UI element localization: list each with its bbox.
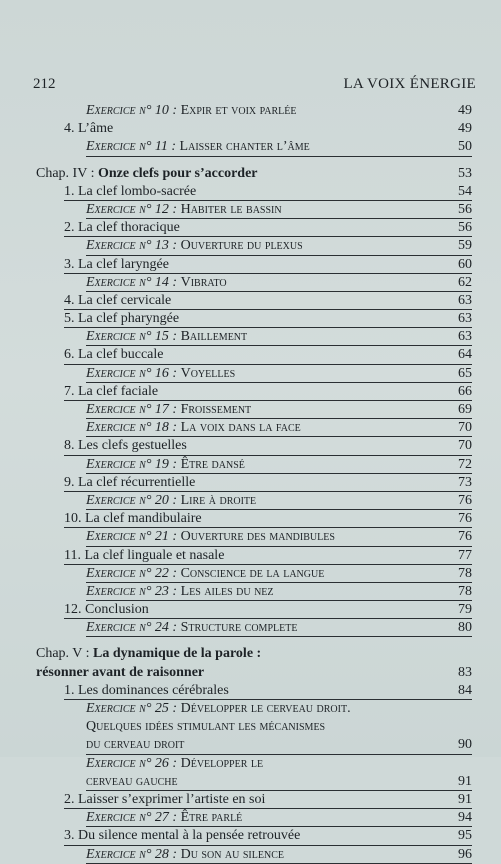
chapter-prefix: Chap. V : [36, 646, 94, 662]
exercise-text [86, 755, 263, 773]
chapter-text [36, 645, 261, 663]
exercise-text [86, 846, 284, 864]
toc-exercise-entry [0, 419, 501, 437]
toc-exercise-entry [0, 138, 501, 156]
exercise-label: Exercice n° 27 : [86, 810, 178, 826]
section-title: 12. Conclusion [64, 602, 149, 618]
toc-page-number: 50 [458, 139, 472, 155]
toc-page-number: 77 [458, 547, 472, 563]
exercise-title: Lire à droite [180, 492, 257, 508]
exercise-label: Exercice n° 11 : [86, 139, 177, 155]
exercise-label: Exercice n° 24 : [86, 620, 178, 636]
exercise-title: Froissement [180, 402, 252, 417]
exercise-text [86, 583, 274, 601]
exercise-title: Baillement [180, 329, 248, 345]
section-title: 10. La clef mandibulaire [64, 511, 202, 527]
exercise-text [86, 809, 242, 827]
toc-section-entry [0, 791, 501, 809]
toc-page-number: 49 [458, 103, 472, 118]
exercise-title: Développer le cerveau droit. [180, 701, 351, 716]
exercise-text [86, 565, 324, 583]
exercise-text [86, 328, 247, 346]
toc-page-number: 65 [458, 365, 472, 381]
exercise-label: Exercice n° 13 : [86, 238, 178, 254]
toc-section-entry [0, 256, 501, 274]
exercise-title: Expir et voix parlée [180, 103, 297, 118]
exercise-title-continuation: Quelques idées stimulant les mécanismes [86, 719, 326, 735]
exercise-text [86, 401, 251, 419]
section-title: 9. La clef récurrentielle [64, 474, 196, 490]
exercise-label: Exercice n° 23 : [86, 583, 178, 599]
exercise-text [86, 419, 301, 437]
exercise-label: Exercice n° 28 : [86, 846, 178, 862]
toc-section-entry [0, 383, 501, 401]
page-header [33, 76, 476, 96]
section-title: 11. La clef linguale et nasale [64, 547, 225, 563]
section-title: 8. Les clefs gestuelles [64, 438, 187, 454]
toc-exercise-entry [0, 456, 501, 474]
table-of-contents [0, 102, 501, 864]
toc-page-number: 59 [458, 238, 472, 254]
toc-exercise-entry [0, 201, 501, 219]
toc-page-number: 94 [458, 810, 472, 826]
toc-page-number: 54 [458, 183, 472, 199]
exercise-text [86, 237, 303, 255]
toc-page-number: 78 [458, 565, 472, 581]
toc-page-number: 72 [458, 456, 472, 472]
toc-page-number: 95 [458, 828, 472, 844]
exercise-label: Exercice n° 21 : [86, 529, 178, 545]
exercise-label: Exercice n° 12 : [86, 201, 178, 217]
section-title: 4. L’âme [64, 121, 114, 137]
chapter-text [36, 165, 258, 183]
toc-page-number: 63 [458, 311, 472, 327]
section-title: 3. Du silence mental à la pensée retrouvée [64, 828, 301, 844]
exercise-label: Exercice n° 14 : [86, 274, 178, 290]
section-title: 1. Les dominances cérébrales [64, 682, 229, 698]
exercise-title: Laisser chanter l’âme [179, 139, 310, 155]
toc-chapter-entry [0, 645, 501, 663]
section-title: 5. La clef pharyngée [64, 311, 180, 327]
exercise-label: Exercice n° 15 : [86, 329, 178, 345]
chapter-title: Onze clefs pour s’accorder [97, 165, 258, 181]
toc-entry-continuation [0, 718, 501, 736]
chapter-prefix: Chap. IV : [36, 165, 98, 181]
exercise-text [86, 201, 282, 219]
toc-chapter-entry [0, 664, 501, 682]
toc-section-entry [0, 827, 501, 845]
exercise-label: Exercice n° 25 : [86, 701, 178, 716]
exercise-title: Ouverture du plexus [180, 238, 303, 254]
exercise-label: Exercice n° 10 : [86, 103, 178, 118]
toc-exercise-entry [0, 102, 501, 120]
toc-page-number: 69 [458, 402, 472, 417]
exercise-text [86, 456, 245, 474]
toc-section-entry [0, 474, 501, 492]
section-title: 3. La clef laryngée [64, 256, 169, 272]
toc-entry-continuation [0, 773, 501, 791]
exercise-label: Exercice n° 18 : [86, 420, 178, 436]
toc-section-entry [0, 547, 501, 565]
toc-page-number: 63 [458, 329, 472, 345]
section-title: 2. Laisser s’exprimer l’artiste en soi [64, 791, 266, 807]
exercise-title: Structure complete [180, 620, 298, 636]
section-title: 2. La clef thoracique [64, 220, 180, 236]
toc-exercise-entry [0, 583, 501, 601]
toc-page-number: 80 [458, 620, 472, 636]
toc-page-number: 49 [458, 121, 472, 137]
toc-exercise-entry [0, 809, 501, 827]
exercise-label: Exercice n° 17 : [86, 402, 178, 417]
toc-page-number: 73 [458, 474, 472, 490]
exercise-title: Ouverture des mandibules [180, 529, 335, 545]
exercise-label: Exercice n° 22 : [86, 565, 178, 581]
exercise-title-continuation: cerveau gauche [86, 773, 178, 789]
toc-page-number: 56 [458, 201, 472, 217]
exercise-title: Être dansé [180, 456, 245, 472]
toc-section-entry [0, 437, 501, 455]
toc-page-number: 56 [458, 220, 472, 236]
toc-page-number: 70 [458, 420, 472, 436]
toc-exercise-entry [0, 328, 501, 346]
exercise-title-continuation: du cerveau droit [86, 737, 185, 753]
toc-section-entry [0, 601, 501, 619]
toc-page-number: 70 [458, 438, 472, 454]
toc-section-entry [0, 219, 501, 237]
toc-page-number: 60 [458, 256, 472, 272]
toc-page-number: 78 [458, 583, 472, 599]
toc-page-number: 76 [458, 511, 472, 527]
toc-exercise-entry [0, 700, 501, 718]
toc-exercise-entry [0, 846, 501, 864]
toc-page-number: 76 [458, 492, 472, 508]
exercise-title: Conscience de la langue [180, 565, 325, 581]
toc-section-entry [0, 510, 501, 528]
toc-entry-continuation [0, 736, 501, 754]
exercise-text [86, 102, 297, 120]
toc-page-number: 91 [458, 773, 472, 789]
exercise-title: La voix dans la face [180, 420, 301, 436]
toc-page-number: 63 [458, 292, 472, 308]
exercise-text [86, 619, 297, 637]
exercise-text [86, 528, 335, 546]
toc-exercise-entry [0, 619, 501, 637]
toc-page-number: 64 [458, 347, 472, 363]
exercise-label: Exercice n° 20 : [86, 492, 178, 508]
section-gap [0, 157, 501, 165]
toc-section-entry [0, 183, 501, 201]
section-title: 6. La clef buccale [64, 347, 164, 363]
toc-page-number: 83 [458, 664, 472, 680]
section-title: 7. La clef faciale [64, 383, 159, 399]
exercise-label: Exercice n° 26 : [86, 755, 178, 771]
toc-section-entry [0, 292, 501, 310]
section-title: 4. La clef cervicale [64, 292, 172, 308]
exercise-text [86, 700, 351, 718]
exercise-label: Exercice n° 16 : [86, 365, 178, 381]
toc-exercise-entry [0, 274, 501, 292]
exercise-label: Exercice n° 19 : [86, 456, 178, 472]
page-number: 212 [33, 76, 56, 92]
exercise-text [86, 492, 256, 510]
chapter-title: La dynamique de la parole : [93, 646, 262, 662]
exercise-title: Développer le [180, 755, 264, 771]
toc-exercise-entry [0, 401, 501, 419]
toc-page-number: 62 [458, 274, 472, 290]
toc-page-number: 96 [458, 846, 472, 862]
toc-page-number: 90 [458, 737, 472, 753]
running-title: LA VOIX ÉNERGIE [343, 76, 476, 92]
toc-page-number: 91 [458, 791, 472, 807]
toc-page-number: 53 [458, 165, 472, 181]
section-title: 1. La clef lombo-sacrée [64, 183, 197, 199]
toc-page-number: 66 [458, 383, 472, 399]
exercise-title: Vibrato [180, 274, 227, 290]
exercise-text [86, 138, 310, 156]
toc-section-entry [0, 346, 501, 364]
toc-section-entry [0, 310, 501, 328]
toc-section-entry [0, 682, 501, 700]
toc-chapter-entry [0, 165, 501, 183]
exercise-text [86, 274, 227, 292]
toc-exercise-entry [0, 755, 501, 773]
exercise-title: Habiter le bassin [180, 201, 282, 217]
toc-exercise-entry [0, 365, 501, 383]
toc-exercise-entry [0, 528, 501, 546]
exercise-title: Voyelles [180, 365, 236, 381]
exercise-title: Les ailes du nez [180, 583, 274, 599]
toc-page-number: 79 [458, 602, 472, 618]
toc-page-number: 84 [458, 682, 472, 698]
toc-page-number: 76 [458, 529, 472, 545]
toc-exercise-entry [0, 237, 501, 255]
exercise-title: Du son au silence [180, 846, 284, 862]
toc-exercise-entry [0, 492, 501, 510]
chapter-title-continuation: résonner avant de raisonner [36, 664, 205, 680]
section-gap [0, 637, 501, 645]
exercise-text [86, 365, 235, 383]
toc-section-entry [0, 120, 501, 138]
toc-exercise-entry [0, 565, 501, 583]
exercise-title: Être parlé [180, 810, 243, 826]
